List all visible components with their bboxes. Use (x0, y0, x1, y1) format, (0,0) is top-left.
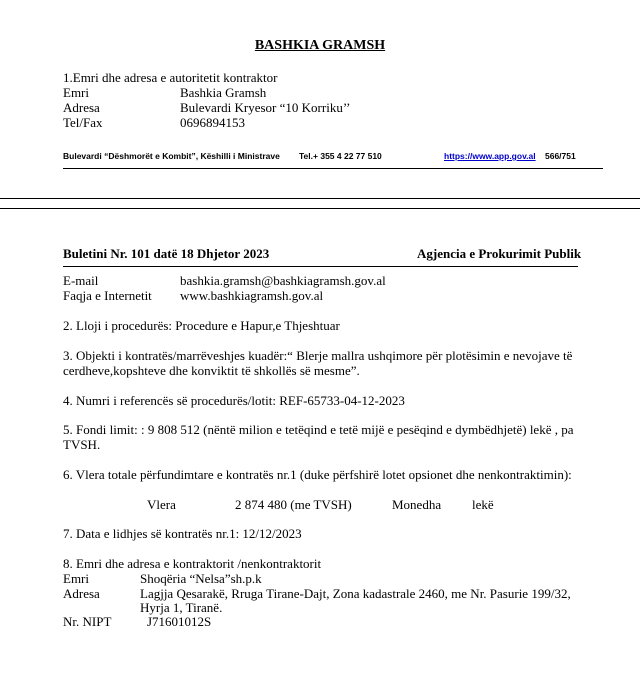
footer-address: Bulevardi “Dëshmorët e Kombit”, Këshilli i Ministrave (63, 151, 280, 161)
currency-label: Monedha (392, 497, 442, 512)
value-amount: 2 874 480 (me TVSH) (235, 497, 352, 512)
bulletin-number: Buletini Nr. 101 datë 18 Dhjetor 2023 (63, 246, 270, 261)
contractor-name-label: Emri (63, 571, 89, 586)
fund-limit-line2: TVSH. (63, 437, 101, 452)
email-label: E-mail (63, 273, 99, 288)
document-title: BASHKIA GRAMSH (254, 38, 386, 53)
website-value: www.bashkiagramsh.gov.al (180, 288, 324, 303)
contractor-heading: 8. Emri dhe adresa e kontraktorit /nenkontraktorit (63, 556, 322, 571)
footer-code: 566/751 (545, 151, 576, 161)
currency-value: lekë (472, 497, 494, 512)
bulletin-agency: Agjencia e Prokurimit Publik (417, 246, 582, 261)
contractor-nipt-label: Nr. NIPT (63, 614, 112, 629)
fund-limit-line1: 5. Fondi limit: : 9 808 512 (nëntë milion e tetëqind e tetë mijë e pesëqind e dymbëdhjetë) lekë , pa (63, 422, 574, 437)
reference-number: 4. Numri i referencës së procedurës/lotit: REF-65733-04-12-2023 (63, 393, 405, 408)
contract-object-line1: 3. Objekti i kontratës/marrëveshjes kuadër:“ Blerje mallra ushqimore për plotësimin e nevojave të (63, 348, 573, 363)
contractor-address-line2: Hyrja 1, Tiranë. (140, 600, 223, 615)
contractor-address-label: Adresa (63, 586, 100, 601)
authority-tel-label: Tel/Fax (63, 115, 103, 130)
authority-address-label: Adresa (63, 100, 100, 115)
authority-name-value: Bashkia Gramsh (180, 85, 267, 100)
contractor-address-line1: Lagjja Qesarakë, Rruga Tirane-Dajt, Zona kadastrale 2460, me Nr. Pasurie 199/32, (140, 586, 571, 601)
contractor-nipt-value: J71601012S (147, 614, 212, 629)
section1-heading: 1.Emri dhe adresa e autoritetit kontraktor (63, 70, 278, 85)
contract-object-line2: cerdheve,kopshteve dhe konviktit të shkollës së mesme”. (63, 363, 360, 378)
page-break-line-bottom (0, 208, 640, 209)
page-break-line-top (0, 198, 640, 199)
footer-tel: Tel.+ 355 4 22 77 510 (299, 151, 382, 161)
header-divider (63, 168, 603, 169)
footer-url-link[interactable]: https://www.app.gov.al (444, 151, 536, 161)
total-value-heading: 6. Vlera totale përfundimtare e kontratës nr.1 (duke përfshirë lotet opsionet dhe nenkontraktimin): (63, 467, 572, 482)
authority-tel-value: 0696894153 (180, 115, 245, 130)
contract-date: 7. Data e lidhjes së kontratës nr.1: 12/12/2023 (63, 526, 302, 541)
email-value: bashkia.gramsh@bashkiagramsh.gov.al (180, 273, 386, 288)
contractor-name-value: Shoqëria “Nelsa”sh.p.k (140, 571, 262, 586)
value-label: Vlera (147, 497, 176, 512)
bulletin-divider (63, 266, 578, 267)
authority-address-value: Bulevardi Kryesor “10 Korriku’’ (180, 100, 351, 115)
procedure-type: 2. Lloji i procedurës: Procedure e Hapur,e Thjeshtuar (63, 318, 340, 333)
website-label: Faqja e Internetit (63, 288, 152, 303)
authority-name-label: Emri (63, 85, 89, 100)
